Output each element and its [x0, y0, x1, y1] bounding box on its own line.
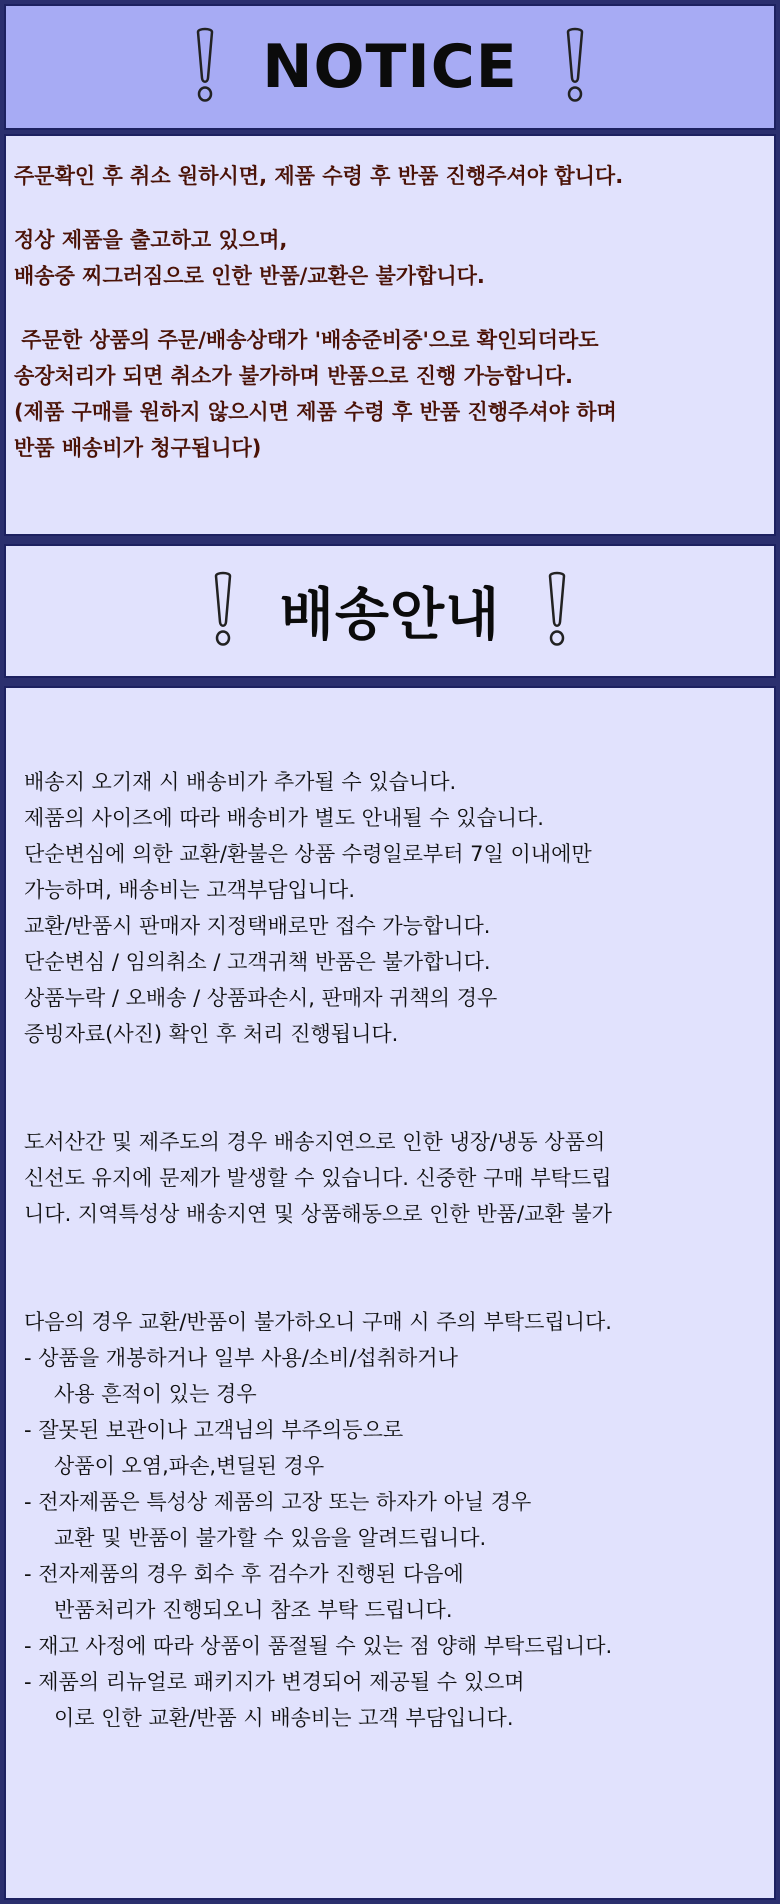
shipping-bullet-cont: 교환 및 반품이 불가할 수 있음을 알려드립니다.	[54, 1526, 487, 1550]
exclamation-icon	[206, 570, 240, 652]
shipping-bullet: - 상품을 개봉하거나 일부 사용/소비/섭취하거나	[24, 1346, 458, 1370]
shipping-bullet: - 재고 사정에 따라 상품이 품절될 수 있는 점 양해 부탁드립니다.	[24, 1634, 613, 1658]
shipping-bullet-cont: 반품처리가 진행되오니 참조 부탁 드립니다.	[54, 1598, 453, 1622]
shipping-line: 니다. 지역특성상 배송지연 및 상품해동으로 인한 반품/교환 불가	[24, 1202, 612, 1226]
notice-line: 주문한 상품의 주문/배송상태가 '배송준비중'으로 확인되더라도	[14, 328, 599, 352]
notice-line: 배송중 찌그러짐으로 인한 반품/교환은 불가합니다.	[14, 264, 485, 288]
notice-line: 정상 제품을 출고하고 있으며,	[14, 228, 288, 252]
shipping-bullet: - 전자제품의 경우 회수 후 검수가 진행된 다음에	[24, 1562, 464, 1586]
shipping-bullet: - 잘못된 보관이나 고객님의 부주의등으로	[24, 1418, 404, 1442]
shipping-line: 신선도 유지에 문제가 발생할 수 있습니다. 신중한 구매 부탁드립	[24, 1166, 612, 1190]
notice-header	[4, 4, 776, 130]
shipping-line: 상품누락 / 오배송 / 상품파손시, 판매자 귀책의 경우	[24, 986, 498, 1010]
shipping-bullet-cont: 상품이 오염,파손,변딜된 경우	[54, 1454, 325, 1478]
shipping-line: 제품의 사이즈에 따라 배송비가 별도 안내될 수 있습니다.	[24, 806, 544, 830]
shipping-line: 배송지 오기재 시 배송비가 추가될 수 있습니다.	[24, 770, 457, 794]
notice-line: 송장처리가 되면 취소가 불가하며 반품으로 진행 가능합니다.	[14, 364, 573, 388]
exclamation-icon	[540, 570, 574, 652]
shipping-bullet: - 제품의 리뉴얼로 패키지가 변경되어 제공될 수 있으며	[24, 1670, 525, 1694]
shipping-bullet-cont: 이로 인한 교환/반품 시 배송비는 고객 부담입니다.	[54, 1706, 514, 1730]
shipping-bullet: - 전자제품은 특성상 제품의 고장 또는 하자가 아닐 경우	[24, 1490, 532, 1514]
shipping-line: 단순변심에 의한 교환/환불은 상품 수령일로부터 7일 이내에만	[24, 842, 592, 866]
exclamation-icon	[188, 26, 222, 108]
shipping-line: 증빙자료(사진) 확인 후 처리 진행됩니다.	[24, 1022, 399, 1046]
exclamation-icon	[558, 26, 592, 108]
shipping-header	[4, 544, 776, 678]
shipping-line: 도서산간 및 제주도의 경우 배송지연으로 인한 냉장/냉동 상품의	[24, 1130, 606, 1154]
shipping-line: 교환/반품시 판매자 지정택배로만 접수 가능합니다.	[24, 914, 491, 938]
shipping-bullet-cont: 사용 흔적이 있는 경우	[54, 1382, 257, 1406]
shipping-title: 배송안내	[279, 583, 501, 648]
shipping-line: 단순변심 / 임의취소 / 고객귀책 반품은 불가합니다.	[24, 950, 491, 974]
shipping-line: 가능하며, 배송비는 고객부담입니다.	[24, 878, 355, 902]
notice-line: 주문확인 후 취소 원하시면, 제품 수령 후 반품 진행주셔야 합니다.	[14, 164, 624, 188]
shipping-line: 다음의 경우 교환/반품이 불가하오니 구매 시 주의 부탁드립니다.	[24, 1310, 612, 1334]
notice-line: (제품 구매를 원하지 않으시면 제품 수령 후 반품 진행주셔야 하며	[14, 400, 617, 424]
notice-body	[4, 134, 776, 536]
notice-line: 반품 배송비가 청구됩니다)	[14, 436, 262, 460]
notice-title: NOTICE	[262, 32, 518, 102]
shipping-body	[4, 686, 776, 1900]
